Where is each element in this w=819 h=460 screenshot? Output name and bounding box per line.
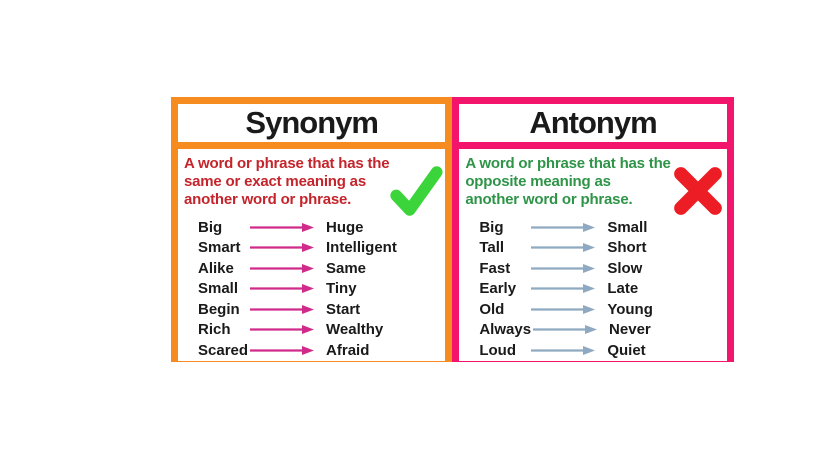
arrow-right-icon [529, 304, 597, 315]
pair-row [479, 238, 726, 259]
pair-row [198, 217, 445, 238]
definition-line: A word or phrase that has the [184, 155, 390, 172]
pair-word-right: Tiny [326, 280, 357, 298]
pair-word-left: Always [479, 321, 532, 339]
pair-word-left: Big [198, 218, 223, 236]
pair-row [479, 217, 726, 238]
antonym-title: Antonym [529, 105, 657, 140]
pair-word-right: Quiet [607, 341, 646, 359]
synonym-title-box [178, 104, 445, 142]
pair-word-right: Wealthy [326, 321, 384, 339]
antonym-pairs-list [459, 217, 726, 361]
pair-word-left: Small [198, 280, 239, 298]
pair-word-left: Fast [479, 259, 511, 277]
antonym-content [459, 149, 726, 361]
pair-word-left: Begin [198, 300, 240, 318]
pair-word-right: Slow [607, 259, 643, 277]
synonym-pairs-list [178, 217, 445, 361]
pair-word-right: Afraid [326, 341, 370, 359]
arrow-right-icon [529, 283, 597, 294]
pair-word-right: Short [607, 239, 647, 257]
arrow-right-icon [531, 324, 599, 335]
pair-row [479, 258, 726, 279]
pair-word-left: Rich [198, 321, 231, 339]
definition-line: another word or phrase. [184, 191, 352, 208]
pair-word-left: Tall [479, 239, 505, 257]
pair-word-left: Old [479, 300, 505, 318]
synonym-antonym-graphic [171, 97, 671, 362]
pair-word-left: Big [479, 218, 504, 236]
antonym-title-box [459, 104, 726, 142]
definition-line: same or exact meaning as [184, 173, 366, 190]
definition-line: opposite meaning as [465, 173, 611, 190]
pair-row [198, 320, 445, 341]
antonym-panel [452, 97, 733, 362]
pair-word-right: Never [609, 321, 651, 339]
pair-row [479, 320, 726, 341]
synonym-panel [171, 97, 452, 362]
pair-row [198, 238, 445, 259]
pair-word-right: Huge [326, 218, 364, 236]
checkmark-icon [389, 164, 443, 218]
pair-row [479, 279, 726, 300]
arrow-right-icon [529, 222, 597, 233]
synonym-content [178, 149, 445, 361]
cross-icon [671, 164, 725, 218]
arrow-right-icon [248, 242, 316, 253]
pair-word-right: Intelligent [326, 239, 397, 257]
arrow-right-icon [529, 242, 597, 253]
pair-row [198, 258, 445, 279]
arrow-right-icon [529, 345, 597, 356]
definition-line: A word or phrase that has the [465, 155, 671, 172]
arrow-right-icon [529, 263, 597, 274]
pair-row [479, 340, 726, 361]
arrow-right-icon [248, 283, 316, 294]
synonym-title: Synonym [245, 105, 378, 140]
pair-row [479, 299, 726, 320]
pair-word-left: Scared [198, 341, 249, 359]
definition-line: another word or phrase. [465, 191, 633, 208]
pair-row [198, 340, 445, 361]
pair-word-right: Start [326, 300, 361, 318]
pair-word-left: Loud [479, 341, 516, 359]
pair-word-left: Smart [198, 239, 241, 257]
pair-word-right: Small [607, 218, 648, 236]
pair-word-left: Alike [198, 259, 234, 277]
pair-row [198, 279, 445, 300]
pair-word-left: Early [479, 280, 517, 298]
pair-word-right: Late [607, 280, 639, 298]
arrow-right-icon [248, 304, 316, 315]
arrow-right-icon [248, 222, 316, 233]
pair-row [198, 299, 445, 320]
arrow-right-icon [248, 324, 316, 335]
arrow-right-icon [248, 345, 316, 356]
pair-word-right: Same [326, 259, 367, 277]
pair-word-right: Young [607, 300, 653, 318]
arrow-right-icon [248, 263, 316, 274]
